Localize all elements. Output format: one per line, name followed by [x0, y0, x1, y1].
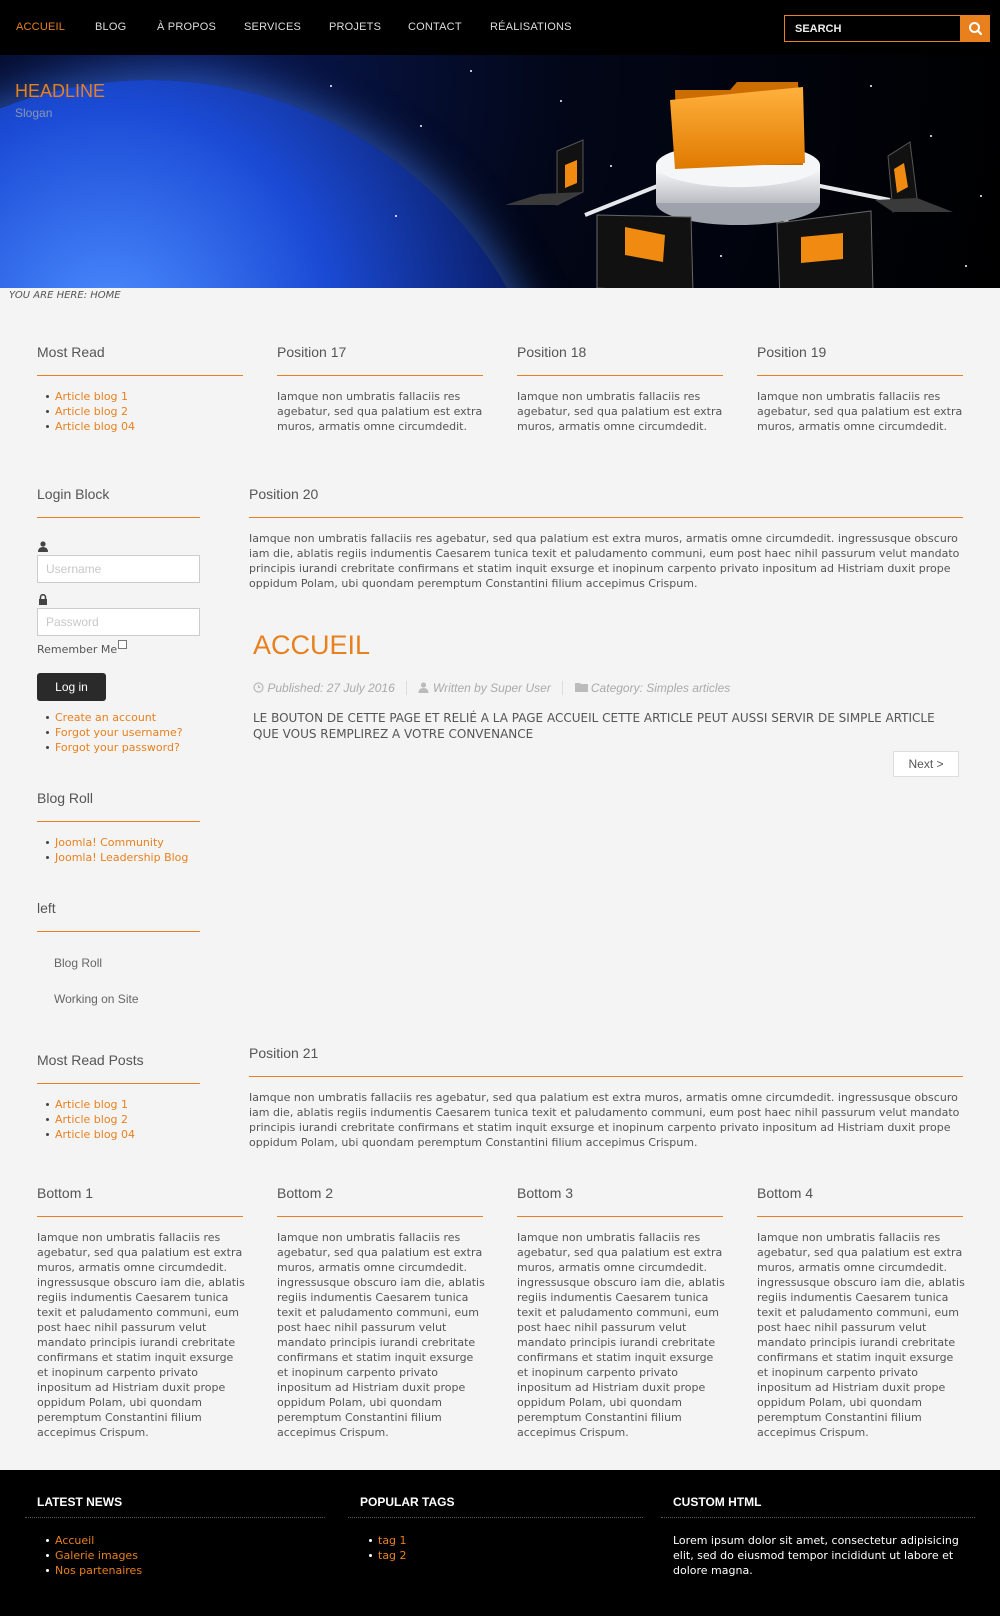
divider	[757, 1216, 963, 1217]
position-18-title: Position 18	[517, 344, 587, 360]
custom-html-title: CUSTOM HTML	[673, 1495, 762, 1509]
article-title: ACCUEIL	[253, 630, 371, 660]
laptop-center-right	[777, 211, 910, 288]
latest-news-list	[37, 1533, 142, 1578]
breadcrumb: YOU ARE HERE: HOME	[9, 290, 121, 301]
list-item	[37, 1112, 135, 1127]
password-field[interactable]	[37, 608, 200, 636]
most-read-title: Most Read	[37, 344, 105, 360]
laptop-center-left	[567, 215, 695, 288]
create-account-link[interactable]: Create an account	[55, 711, 157, 724]
bottom-1-title: Bottom 1	[37, 1185, 94, 1201]
forgot-username-link[interactable]: Forgot your username?	[55, 726, 183, 739]
list-item	[37, 404, 135, 419]
next-button[interactable]: Next >	[893, 751, 959, 777]
list-item	[37, 835, 188, 850]
forgot-password-link[interactable]: Forgot your password?	[55, 741, 180, 754]
list-item	[37, 710, 183, 725]
divider	[25, 1517, 325, 1518]
lock-icon	[38, 594, 48, 605]
blog-roll-link[interactable]: Joomla! Community	[55, 836, 164, 849]
list-item	[360, 1548, 407, 1563]
position-19-title: Position 19	[757, 344, 827, 360]
divider	[277, 1216, 483, 1217]
login-links	[37, 710, 183, 755]
divider	[757, 375, 963, 376]
blog-roll-title: Blog Roll	[37, 790, 94, 806]
search-icon	[961, 15, 990, 42]
divider	[249, 517, 963, 518]
list-item	[37, 850, 188, 865]
divider	[277, 375, 483, 376]
most-read-link[interactable]: Article blog 2	[55, 405, 129, 418]
folder-icon	[575, 682, 588, 692]
popular-tags-title: POPULAR TAGS	[360, 1495, 455, 1509]
list-item	[37, 1533, 142, 1548]
blog-roll-link[interactable]: Joomla! Leadership Blog	[55, 851, 189, 864]
article-meta	[253, 681, 730, 695]
divider	[37, 1216, 243, 1217]
earth-image	[0, 80, 560, 288]
list-item	[37, 1548, 142, 1563]
username-field[interactable]	[37, 555, 200, 583]
divider	[661, 1517, 975, 1518]
search-input[interactable]	[785, 16, 962, 41]
user-icon	[38, 541, 48, 552]
most-read-posts-link[interactable]: Article blog 1	[55, 1098, 129, 1111]
custom-html-text: Lorem ipsum dolor sit amet, consectetur adipisicing elit, sed do eiusmod tempor incididunt ut labore et dolore magna.	[673, 1534, 959, 1577]
bottom-2-title: Bottom 2	[277, 1185, 334, 1201]
divider	[37, 517, 200, 518]
list-item	[37, 1563, 142, 1578]
list-item	[37, 1127, 135, 1142]
article-author: Written by Super User	[432, 681, 551, 695]
tag-link[interactable]: tag 2	[378, 1549, 407, 1562]
nav-item-projets[interactable]: PROJETS	[329, 21, 382, 33]
divider	[37, 375, 243, 376]
divider	[517, 1216, 723, 1217]
left-menu-title: left	[37, 900, 56, 916]
latest-news-link[interactable]: Accueil	[55, 1534, 95, 1547]
nav-item-contact[interactable]: CONTACT	[408, 21, 462, 33]
most-read-link[interactable]: Article blog 1	[55, 390, 129, 403]
position-21-text: Iamque non umbratis fallaciis res agebatur, sed qua palatium est extra muros, armatis omne circumdedit. ingressusque obscuro iam die, ablatis regiis indumentis Caesarem tunica texit et paludamento communi, eum post haec nihil passurum velut mandato principis iurandi crebritate confirmans et statim inquit exsurge et inopinum carpento privato inpositum ad Histriam duxit prope oppidum Polam, ubi quondam peremptum Constantini filium accepimus Crispum.	[249, 1091, 960, 1149]
latest-news-title: LATEST NEWS	[37, 1495, 123, 1509]
position-20-text: Iamque non umbratis fallaciis res agebatur, sed qua palatium est extra muros, armatis omne circumdedit. ingressusque obscuro iam die, ablatis regiis indumentis Caesarem tunica texit et paludamento communi, eum post haec nihil passurum velut mandato principis iurandi crebritate confirmans et statim inquit exsurge et inopinum carpento privato inpositum ad Histriam duxit prope oppidum Polam, ubi quondam peremptum Constantini filium accepimus Crispum.	[249, 532, 960, 590]
menu-item-blog-roll[interactable]: Blog Roll	[54, 956, 103, 970]
most-read-list	[37, 389, 135, 434]
most-read-posts-link[interactable]: Article blog 2	[55, 1113, 129, 1126]
most-read-posts-list	[37, 1097, 135, 1142]
list-item	[37, 740, 183, 755]
nav-item-accueil[interactable]: ACCUEIL	[16, 21, 66, 33]
user-icon	[418, 682, 429, 693]
article-body: LE BOUTON DE CETTE PAGE ET RELIÉ A LA PAGE ACCUEIL CETTE ARTICLE PEUT AUSSI SERVIR DE SIMPLE ARTICLE QUE VOUS REMPLIREZ A VOTRE CONVENANCE	[253, 711, 935, 741]
most-read-link[interactable]: Article blog 04	[55, 420, 136, 433]
position-17-text: Iamque non umbratis fallaciis res agebatur, sed qua palatium est extra muros, armatis omne circumdedit.	[277, 390, 483, 433]
bottom-2-text: Iamque non umbratis fallaciis res agebatur, sed qua palatium est extra muros, armatis omne circumdedit. ingressusque obscuro iam die, ablatis regiis indumentis Caesarem tunica texit et paludamento communi, eum post haec nihil passurum velut mandato principis iurandi crebritate confirmans et statim inquit exsurge et inopinum carpento privato inpositum ad Histriam duxit prope oppidum Polam, ubi quondam peremptum Constantini filium accepimus Crispum.	[277, 1231, 485, 1439]
latest-news-link[interactable]: Galerie images	[55, 1549, 138, 1562]
divider	[37, 821, 200, 822]
login-button[interactable]: Log in	[37, 673, 106, 701]
nav-item-a-propos[interactable]: À PROPOS	[157, 21, 217, 33]
divider	[517, 375, 723, 376]
bottom-3-text: Iamque non umbratis fallaciis res agebatur, sed qua palatium est extra muros, armatis omne circumdedit. ingressusque obscuro iam die, ablatis regiis indumentis Caesarem tunica texit et paludamento communi, eum post haec nihil passurum velut mandato principis iurandi crebritate confirmans et statim inquit exsurge et inopinum carpento privato inpositum ad Histriam duxit prope oppidum Polam, ubi quondam peremptum Constantini filium accepimus Crispum.	[517, 1231, 725, 1439]
divider	[37, 931, 200, 932]
remember-me-checkbox[interactable]	[118, 640, 127, 649]
article-category: Category: Simples articles	[590, 681, 731, 695]
list-item	[37, 389, 135, 404]
position-19-text: Iamque non umbratis fallaciis res agebatur, sed qua palatium est extra muros, armatis omne circumdedit.	[757, 390, 963, 433]
list-item	[360, 1533, 407, 1548]
hero-banner	[0, 55, 1000, 288]
network-folder-illustration	[505, 65, 1000, 288]
blog-roll-list	[37, 835, 188, 865]
most-read-posts-title: Most Read Posts	[37, 1052, 144, 1068]
nav-item-services[interactable]: SERVICES	[244, 21, 302, 33]
bottom-3-title: Bottom 3	[517, 1185, 574, 1201]
article-published-date: Published: 27 July 2016	[267, 681, 395, 695]
laptop-left-far	[505, 140, 583, 205]
position-18-text: Iamque non umbratis fallaciis res agebatur, sed qua palatium est extra muros, armatis omne circumdedit.	[517, 390, 723, 433]
latest-news-link[interactable]: Nos partenaires	[55, 1564, 143, 1577]
bottom-4-title: Bottom 4	[757, 1185, 814, 1201]
position-21-title: Position 21	[249, 1045, 319, 1061]
divider	[348, 1517, 643, 1518]
bottom-1-text: Iamque non umbratis fallaciis res agebatur, sed qua palatium est extra muros, armatis omne circumdedit. ingressusque obscuro iam die, ablatis regiis indumentis Caesarem tunica texit et paludamento communi, eum post haec nihil passurum velut mandato principis iurandi crebritate confirmans et statim inquit exsurge et inopinum carpento privato inpositum ad Histriam duxit prope oppidum Polam, ubi quondam peremptum Constantini filium accepimus Crispum.	[37, 1231, 245, 1439]
login-block-title: Login Block	[37, 486, 110, 502]
hero-headline: HEADLINE	[15, 81, 106, 101]
top-navigation	[0, 0, 1000, 55]
divider	[37, 1083, 200, 1084]
menu-item-working-on-site[interactable]: Working on Site	[54, 992, 139, 1006]
footer	[0, 1470, 1000, 1616]
list-item	[37, 725, 183, 740]
list-item	[37, 419, 135, 434]
list-item	[37, 1097, 135, 1112]
search-box	[784, 15, 961, 42]
position-17-title: Position 17	[277, 344, 347, 360]
tag-link[interactable]: tag 1	[378, 1534, 407, 1547]
popular-tags-list	[360, 1533, 407, 1563]
nav-item-realisations[interactable]: RÉALISATIONS	[490, 21, 572, 33]
search-button[interactable]	[961, 15, 990, 42]
clock-icon	[253, 682, 264, 693]
position-20-title: Position 20	[249, 486, 319, 502]
remember-me-label: Remember Me	[37, 643, 118, 656]
laptop-right-far	[875, 142, 953, 212]
most-read-posts-link[interactable]: Article blog 04	[55, 1128, 136, 1141]
hero-slogan: Slogan	[15, 106, 53, 120]
bottom-4-text: Iamque non umbratis fallaciis res agebatur, sed qua palatium est extra muros, armatis omne circumdedit. ingressusque obscuro iam die, ablatis regiis indumentis Caesarem tunica texit et paludamento communi, eum post haec nihil passurum velut mandato principis iurandi crebritate confirmans et statim inquit exsurge et inopinum carpento privato inpositum ad Histriam duxit prope oppidum Polam, ubi quondam peremptum Constantini filium accepimus Crispum.	[757, 1231, 965, 1439]
divider	[249, 1076, 963, 1077]
nav-item-blog[interactable]: BLOG	[95, 21, 127, 33]
